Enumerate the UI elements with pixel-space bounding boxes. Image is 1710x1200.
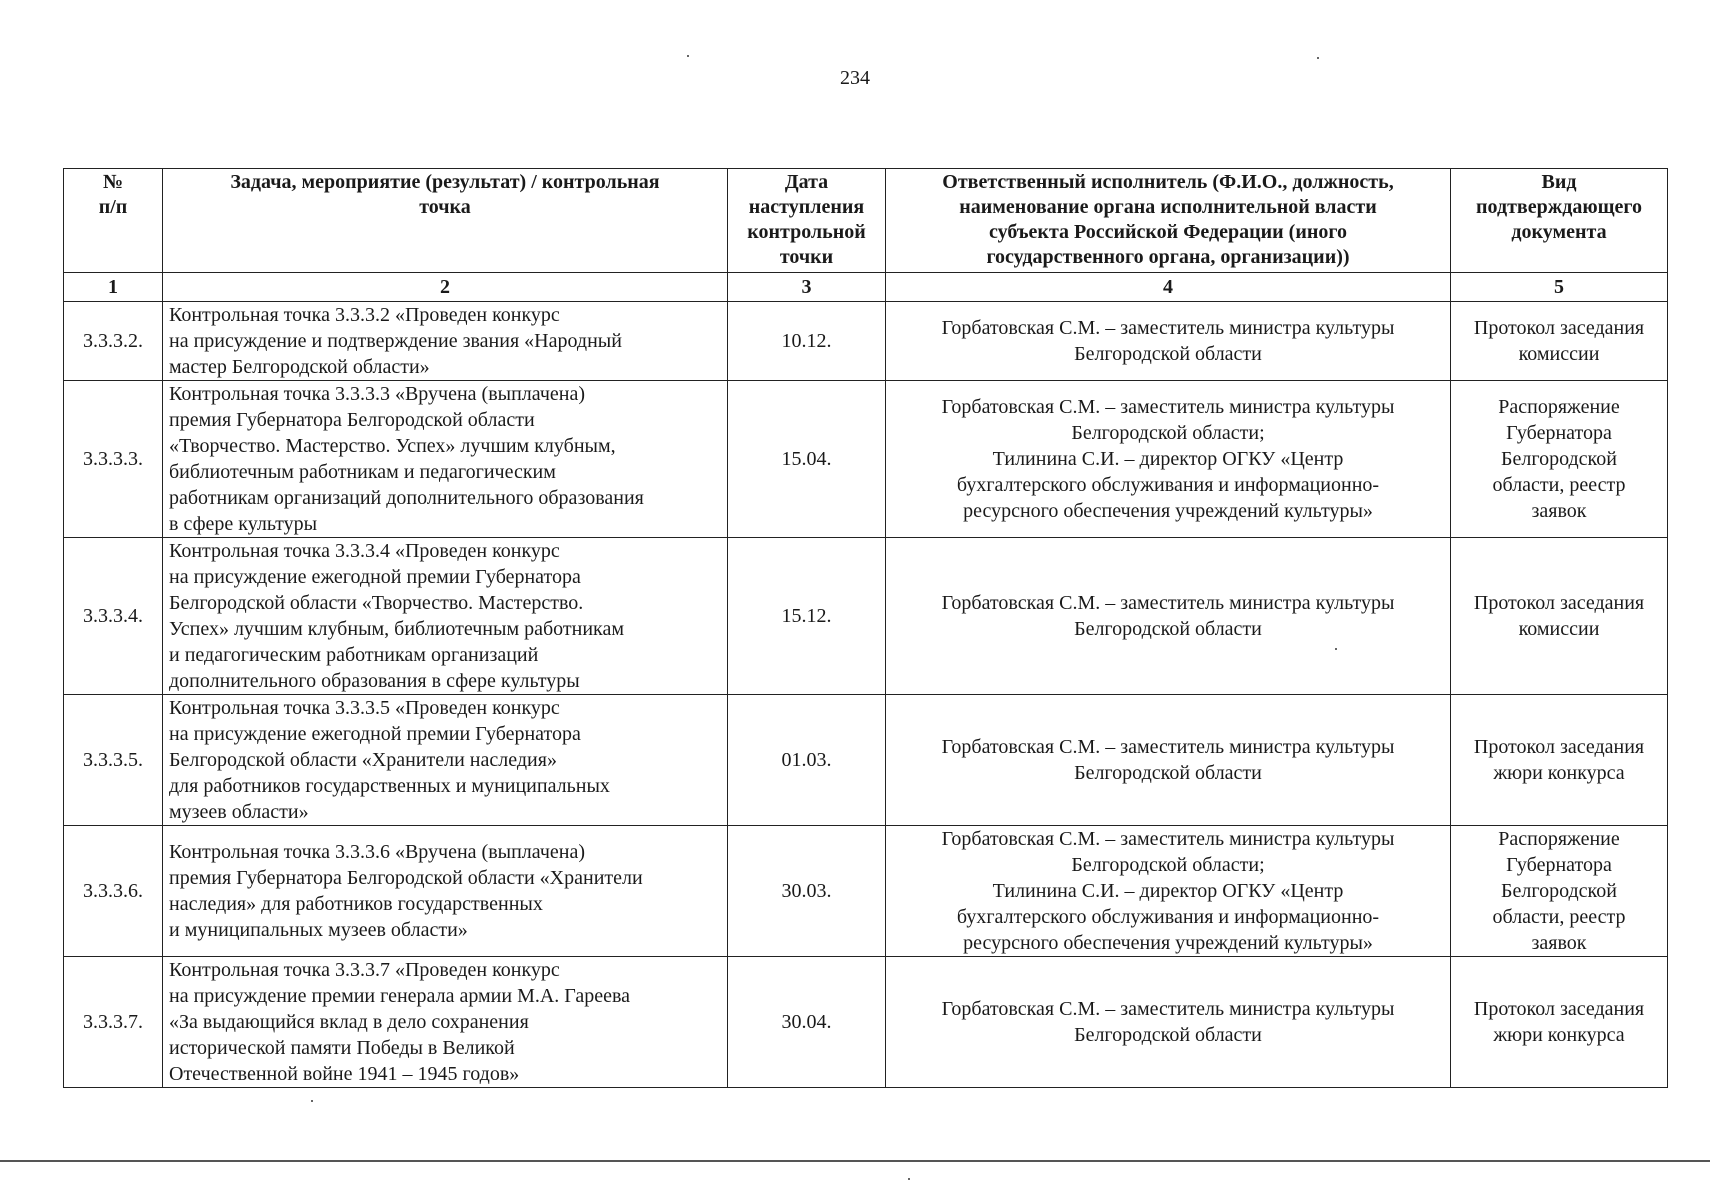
table-row (64, 695, 1668, 826)
column-number-row (64, 273, 1668, 302)
header-number: № п/п (64, 169, 163, 273)
row-number: 3.3.3.6. (64, 826, 163, 957)
scan-speck (687, 55, 689, 57)
table-row (64, 826, 1668, 957)
row-number: 3.3.3.4. (64, 538, 163, 695)
column-number: 1 (64, 273, 163, 302)
date-cell: 30.03. (728, 826, 886, 957)
page-number: 234 (840, 67, 870, 89)
header-row (64, 169, 1668, 273)
task-cell: Контрольная точка 3.3.3.4 «Проведен конкурс на присуждение ежегодной премии Губернатора Белгородской области «Творчество. Мастерство. Успех» лучшим клубным, библиотечным работникам и педагогическим работникам организаций дополнительного образования в сфере культуры (163, 538, 728, 695)
scan-speck (908, 1178, 910, 1180)
column-number: 4 (886, 273, 1451, 302)
date-cell: 10.12. (728, 302, 886, 381)
task-cell: Контрольная точка 3.3.3.3 «Вручена (выплачена) премия Губернатора Белгородской области «Творчество. Мастерство. Успех» лучшим клубным, библиотечным работникам и педагогическим работникам организаций дополнительного образования в сфере культуры (163, 381, 728, 538)
column-number: 2 (163, 273, 728, 302)
responsible-cell: Горбатовская С.М. – заместитель министра культуры Белгородской области; Тилинина С.И. – директор ОГКУ «Центр бухгалтерского обслуживания и информационно- ресурсного обеспечения учреждений культуры» (886, 826, 1451, 957)
responsible-cell: Горбатовская С.М. – заместитель министра культуры Белгородской области (886, 538, 1451, 695)
date-cell: 30.04. (728, 957, 886, 1088)
table-row (64, 302, 1668, 381)
scan-speck (311, 1100, 313, 1102)
column-number: 3 (728, 273, 886, 302)
task-cell: Контрольная точка 3.3.3.5 «Проведен конкурс на присуждение ежегодной премии Губернатора Белгородской области «Хранители наследия» для работников государственных и муниципальных музеев области» (163, 695, 728, 826)
document-cell: Протокол заседания комиссии (1451, 538, 1668, 695)
control-points-table (63, 168, 1668, 1088)
header-responsible: Ответственный исполнитель (Ф.И.О., должность, наименование органа исполнительной власти субъекта Российской Федерации (иного государственного органа, организации)) (886, 169, 1451, 273)
table-row (64, 957, 1668, 1088)
column-number: 5 (1451, 273, 1668, 302)
scan-bottom-line (0, 1160, 1710, 1162)
date-cell: 01.03. (728, 695, 886, 826)
header-task: Задача, мероприятие (результат) / контрольная точка (163, 169, 728, 273)
task-cell: Контрольная точка 3.3.3.2 «Проведен конкурс на присуждение и подтверждение звания «Народный мастер Белгородской области» (163, 302, 728, 381)
row-number: 3.3.3.3. (64, 381, 163, 538)
table-row (64, 381, 1668, 538)
row-number: 3.3.3.5. (64, 695, 163, 826)
date-cell: 15.04. (728, 381, 886, 538)
header-date: Дата наступления контрольной точки (728, 169, 886, 273)
document-cell: Распоряжение Губернатора Белгородской области, реестр заявок (1451, 381, 1668, 538)
responsible-cell: Горбатовская С.М. – заместитель министра культуры Белгородской области (886, 957, 1451, 1088)
document-cell: Протокол заседания комиссии (1451, 302, 1668, 381)
document-cell: Распоряжение Губернатора Белгородской области, реестр заявок (1451, 826, 1668, 957)
scan-speck (1335, 648, 1337, 650)
row-number: 3.3.3.2. (64, 302, 163, 381)
row-number: 3.3.3.7. (64, 957, 163, 1088)
header-document: Вид подтверждающего документа (1451, 169, 1668, 273)
scan-speck (1317, 57, 1319, 59)
task-cell: Контрольная точка 3.3.3.6 «Вручена (выплачена) премия Губернатора Белгородской области «Хранители наследия» для работников государственных и муниципальных музеев области» (163, 826, 728, 957)
task-cell: Контрольная точка 3.3.3.7 «Проведен конкурс на присуждение премии генерала армии М.А. Гареева «За выдающийся вклад в дело сохранения исторической памяти Победы в Великой Отечественной войне 1941 – 1945 годов» (163, 957, 728, 1088)
table-row (64, 538, 1668, 695)
responsible-cell: Горбатовская С.М. – заместитель министра культуры Белгородской области; Тилинина С.И. – директор ОГКУ «Центр бухгалтерского обслуживания и информационно- ресурсного обеспечения учреждений культуры» (886, 381, 1451, 538)
responsible-cell: Горбатовская С.М. – заместитель министра культуры Белгородской области (886, 302, 1451, 381)
document-cell: Протокол заседания жюри конкурса (1451, 957, 1668, 1088)
date-cell: 15.12. (728, 538, 886, 695)
responsible-cell: Горбатовская С.М. – заместитель министра культуры Белгородской области (886, 695, 1451, 826)
document-cell: Протокол заседания жюри конкурса (1451, 695, 1668, 826)
